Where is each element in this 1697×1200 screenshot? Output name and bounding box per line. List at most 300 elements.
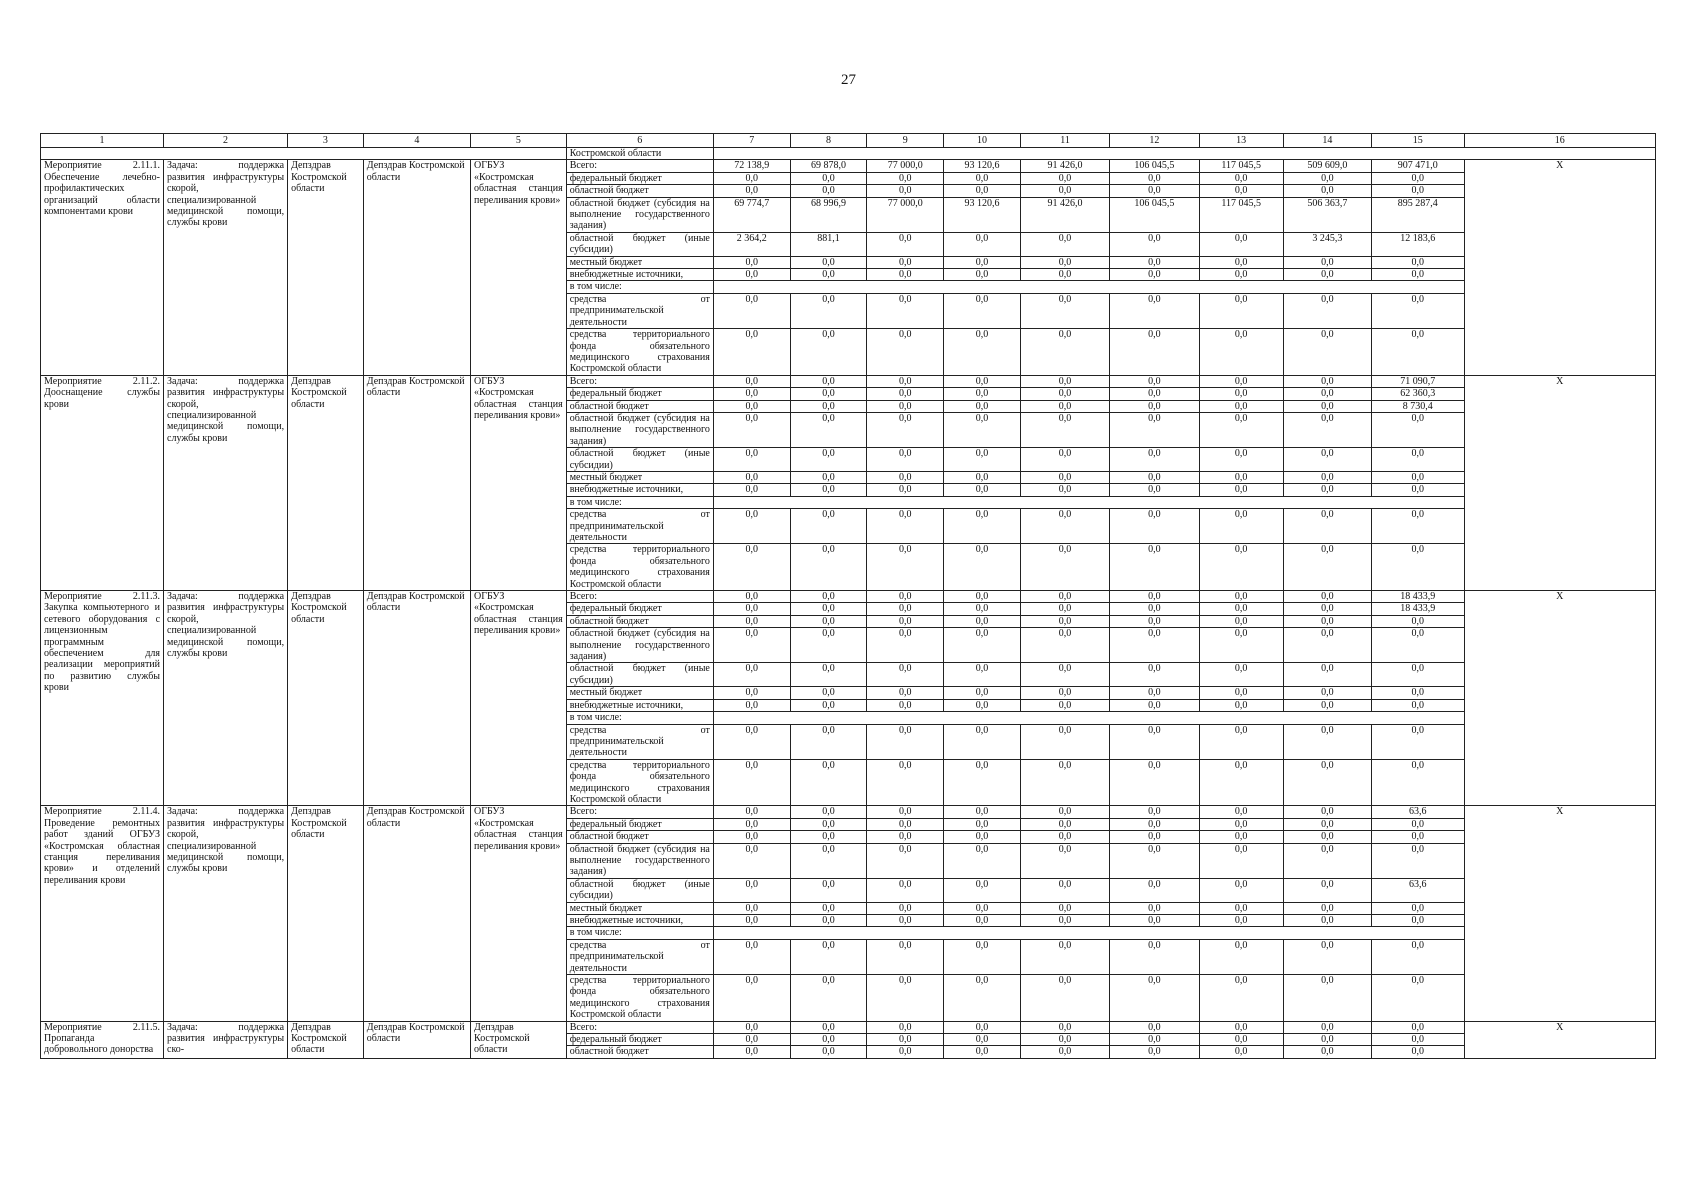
value-cell: 0,0 [867,687,944,699]
value-cell: 0,0 [867,256,944,268]
measure-title: Мероприятие 2.11.5. Пропаганда добровольного донорства [41,1021,164,1058]
value-cell: 0,0 [944,329,1021,376]
value-cell: 2 364,2 [713,232,790,256]
value-cell: 0,0 [944,902,1021,914]
measure-task: Задача: поддержка развития инфраструктуры скорой, специализированной медицинской помощи, службы крови [164,160,288,375]
value-cell: 0,0 [1283,185,1371,197]
value-cell: 0,0 [790,509,867,544]
value-cell: 0,0 [1283,687,1371,699]
value-cell: 0,0 [790,878,867,902]
value-cell: 0,0 [790,818,867,830]
value-cell: 0,0 [790,293,867,328]
source-label: местный бюджет [566,471,713,483]
value-cell: 0,0 [1283,663,1371,687]
value-cell: 0,0 [713,818,790,830]
value-cell: 0,0 [1283,591,1371,603]
value-cell: 0,0 [1283,293,1371,328]
value-cell: 0,0 [944,232,1021,256]
value-cell: 77 000,0 [867,197,944,232]
value-cell: 0,0 [1020,232,1109,256]
value-cell: 69 774,7 [713,197,790,232]
value-cell: 0,0 [1283,1021,1371,1033]
value-cell: 0,0 [1372,902,1465,914]
carryover-empty [41,148,567,160]
value-cell: 0,0 [1110,388,1199,400]
value-cell: 0,0 [1283,448,1371,472]
source-label: областной бюджет (иные субсидии) [566,448,713,472]
value-cell: 0,0 [713,975,790,1022]
value-cell: 0,0 [1020,806,1109,818]
value-cell: 0,0 [1283,831,1371,843]
value-cell: 0,0 [1372,628,1465,663]
value-cell: 0,0 [1372,448,1465,472]
value-cell: 0,0 [790,1034,867,1046]
column-number: 7 [713,134,790,148]
value-cell: 0,0 [867,293,944,328]
value-cell: 0,0 [790,1046,867,1058]
value-cell: 0,0 [790,185,867,197]
value-cell: 0,0 [867,329,944,376]
value-cell: 117 045,5 [1199,197,1283,232]
value-cell: 0,0 [713,471,790,483]
value-cell: 0,0 [1283,724,1371,759]
value-cell: 0,0 [713,448,790,472]
value-cell: 0,0 [1110,699,1199,711]
value-cell: 0,0 [944,172,1021,184]
value-cell: 0,0 [1283,400,1371,412]
source-label: областной бюджет (иные субсидии) [566,232,713,256]
value-cell: 0,0 [1199,628,1283,663]
value-cell: 0,0 [1372,329,1465,376]
value-cell: 0,0 [713,388,790,400]
source-label: в том числе: [566,496,713,508]
value-cell: 0,0 [1372,615,1465,627]
value-cell: 0,0 [867,509,944,544]
value-cell: 0,0 [790,915,867,927]
coordinator: Депздрав Костромской области [363,806,470,1021]
column-number: 14 [1283,134,1371,148]
source-label: в том числе: [566,281,713,293]
value-cell: 0,0 [1199,329,1283,376]
value-cell: 0,0 [1020,269,1109,281]
value-cell: 0,0 [790,843,867,878]
value-cell: 0,0 [1110,831,1199,843]
value-cell: 0,0 [1372,975,1465,1022]
value-cell: 0,0 [944,699,1021,711]
measure-task: Задача: поддержка развития инфраструктуры скорой, специализированной медицинской помощи, службы крови [164,375,288,590]
value-cell: 907 471,0 [1372,160,1465,172]
value-cell: 0,0 [1110,603,1199,615]
value-cell: 0,0 [1283,975,1371,1022]
source-row [41,160,1656,172]
source-label: областной бюджет (иные субсидии) [566,663,713,687]
value-cell: 0,0 [1199,687,1283,699]
value-cell: 0,0 [867,663,944,687]
source-label: внебюджетные источники, [566,699,713,711]
value-cell: 0,0 [1283,615,1371,627]
value-cell: 0,0 [1110,293,1199,328]
value-cell: 18 433,9 [1372,591,1465,603]
value-cell: 0,0 [944,293,1021,328]
value-cell: 0,0 [1199,400,1283,412]
value-cell: 0,0 [944,939,1021,974]
value-cell: 0,0 [1372,915,1465,927]
value-cell: 91 426,0 [1020,197,1109,232]
value-cell: 0,0 [1372,256,1465,268]
value-cell: 63,6 [1372,878,1465,902]
source-label: средства от предпринимательской деятельности [566,939,713,974]
value-cell: 0,0 [867,759,944,806]
value-cell: 0,0 [1199,388,1283,400]
value-cell: 0,0 [1110,878,1199,902]
source-label: местный бюджет [566,687,713,699]
value-cell: 0,0 [713,603,790,615]
value-cell: 0,0 [1283,699,1371,711]
value-cell: 0,0 [867,412,944,447]
value-cell: 0,0 [790,699,867,711]
source-label: средства от предпринимательской деятельности [566,724,713,759]
value-cell: 0,0 [944,843,1021,878]
value-cell: 0,0 [1020,388,1109,400]
value-cell: 0,0 [1020,400,1109,412]
source-label: местный бюджет [566,902,713,914]
value-cell: 0,0 [944,975,1021,1022]
value-cell: 881,1 [790,232,867,256]
participant: Депздрав Костромской области [471,1021,567,1058]
value-cell: 0,0 [790,544,867,591]
value-cell: 0,0 [867,388,944,400]
source-label: местный бюджет [566,256,713,268]
coordinator: Депздрав Костромской области [363,160,470,375]
value-cell: 0,0 [1283,843,1371,878]
value-cell: 0,0 [1372,1034,1465,1046]
value-cell: 0,0 [1110,902,1199,914]
value-cell: 0,0 [867,591,944,603]
value-cell: 0,0 [944,269,1021,281]
source-label: областной бюджет [566,831,713,843]
value-cell: 3 245,3 [1283,232,1371,256]
source-label: Всего: [566,591,713,603]
participant: ОГБУЗ «Костромская областная станция переливания крови» [471,591,567,806]
value-cell: 0,0 [944,818,1021,830]
source-label: внебюджетные источники, [566,915,713,927]
value-cell: 0,0 [713,831,790,843]
source-label: областной бюджет [566,185,713,197]
value-cell: 0,0 [790,329,867,376]
column-number: 1 [41,134,164,148]
value-cell: 0,0 [1020,509,1109,544]
value-cell: 0,0 [1020,471,1109,483]
source-label: федеральный бюджет [566,388,713,400]
source-row [41,591,1656,603]
source-label: областной бюджет (субсидия на выполнение государственного задания) [566,628,713,663]
value-cell: 0,0 [713,759,790,806]
value-cell: 0,0 [1020,329,1109,376]
value-cell: 0,0 [790,484,867,496]
column-number: 10 [944,134,1021,148]
value-cell: 0,0 [1372,185,1465,197]
value-cell: 0,0 [1110,400,1199,412]
measure-title: Мероприятие 2.11.1. Обеспечение лечебно-профилактических организаций области компонентами крови [41,160,164,375]
column-number-row [41,134,1656,148]
value-cell: 63,6 [1372,806,1465,818]
value-cell: 0,0 [1199,663,1283,687]
value-cell: 0,0 [1110,615,1199,627]
value-cell: 0,0 [1110,269,1199,281]
value-cell: 0,0 [1020,484,1109,496]
value-cell: 0,0 [1372,831,1465,843]
column-number: 12 [1110,134,1199,148]
carryover-empty [713,148,1655,160]
value-cell: 0,0 [1020,412,1109,447]
value-cell: 0,0 [1199,293,1283,328]
carryover-text: Костромской области [566,148,713,160]
value-cell: 0,0 [713,724,790,759]
value-cell: 0,0 [790,388,867,400]
value-cell: 0,0 [1199,915,1283,927]
value-cell: 0,0 [1110,484,1199,496]
responsible-executor: Депздрав Костромской области [288,806,364,1021]
indicator-mark: X [1464,806,1655,1021]
source-label: Всего: [566,160,713,172]
value-cell: 0,0 [1372,724,1465,759]
source-label: внебюджетные источники, [566,269,713,281]
value-cell: 0,0 [944,448,1021,472]
value-cell: 0,0 [713,544,790,591]
source-label: средства от предпринимательской деятельности [566,293,713,328]
measure-title: Мероприятие 2.11.4. Проведение ремонтных работ зданий ОГБУЗ «Костромская областная станция переливания крови» и отделений переливания крови [41,806,164,1021]
value-cell: 0,0 [1199,902,1283,914]
value-cell: 0,0 [1020,818,1109,830]
value-cell: 0,0 [1110,975,1199,1022]
value-cell: 0,0 [944,400,1021,412]
value-cell: 0,0 [1020,687,1109,699]
measure-title: Мероприятие 2.11.2. Дооснащение службы крови [41,375,164,590]
value-cell: 0,0 [790,375,867,387]
value-cell: 0,0 [1199,232,1283,256]
value-cell: 0,0 [713,615,790,627]
value-cell: 0,0 [1283,603,1371,615]
value-cell: 0,0 [867,471,944,483]
value-cell: 0,0 [1372,412,1465,447]
value-cell: 72 138,9 [713,160,790,172]
value-cell: 0,0 [713,915,790,927]
value-cell: 0,0 [1372,484,1465,496]
value-cell: 0,0 [713,806,790,818]
source-label: внебюджетные источники, [566,484,713,496]
value-cell: 0,0 [1199,975,1283,1022]
measure-task: Задача: поддержка развития инфраструктуры ско- [164,1021,288,1058]
value-cell: 0,0 [1283,544,1371,591]
column-number: 6 [566,134,713,148]
budget-table-sheet [40,133,1656,1059]
measure-title: Мероприятие 2.11.3. Закупка компьютерного и сетевого оборудования с лицензионным программным обеспечением для реализации мероприятий по развитию службы крови [41,591,164,806]
value-cell: 0,0 [1020,448,1109,472]
value-cell: 0,0 [867,172,944,184]
value-cell: 0,0 [867,902,944,914]
value-cell: 0,0 [867,878,944,902]
column-number: 11 [1020,134,1109,148]
value-cell: 0,0 [1020,699,1109,711]
value-cell: 0,0 [1110,687,1199,699]
column-number: 2 [164,134,288,148]
value-cell: 0,0 [1020,628,1109,663]
value-cell: 106 045,5 [1110,197,1199,232]
value-cell: 0,0 [1283,388,1371,400]
value-cell: 0,0 [1372,759,1465,806]
value-cell: 0,0 [713,269,790,281]
value-cell: 0,0 [790,172,867,184]
value-cell: 0,0 [713,412,790,447]
value-cell: 0,0 [1110,818,1199,830]
value-cell: 0,0 [1199,818,1283,830]
value-cell: 0,0 [1110,724,1199,759]
value-cell: 0,0 [1283,256,1371,268]
value-cell: 0,0 [944,591,1021,603]
value-cell: 0,0 [944,724,1021,759]
value-cell: 0,0 [1110,509,1199,544]
value-cell: 0,0 [867,975,944,1022]
value-cell: 0,0 [790,831,867,843]
value-cell: 0,0 [790,400,867,412]
value-cell: 0,0 [790,591,867,603]
value-cell: 0,0 [867,544,944,591]
value-cell: 0,0 [790,448,867,472]
value-cell: 0,0 [713,1021,790,1033]
responsible-executor: Депздрав Костромской области [288,1021,364,1058]
value-cell: 18 433,9 [1372,603,1465,615]
value-cell: 0,0 [1372,1046,1465,1058]
value-cell: 0,0 [1020,939,1109,974]
value-cell: 0,0 [944,375,1021,387]
value-cell: 0,0 [867,232,944,256]
value-cell: 0,0 [944,388,1021,400]
value-cell: 0,0 [1199,256,1283,268]
value-cell: 0,0 [867,400,944,412]
participant: ОГБУЗ «Костромская областная станция переливания крови» [471,160,567,375]
value-cell: 0,0 [1020,293,1109,328]
source-label: средства территориального фонда обязательного медицинского страхования Костромской области [566,544,713,591]
value-cell: 0,0 [867,448,944,472]
value-cell: 0,0 [867,939,944,974]
value-cell: 0,0 [1199,448,1283,472]
column-number: 8 [790,134,867,148]
source-label: федеральный бюджет [566,172,713,184]
value-cell: 0,0 [1199,603,1283,615]
value-cell: 0,0 [1020,724,1109,759]
value-cell: 0,0 [790,615,867,627]
value-cell: 0,0 [867,1021,944,1033]
value-cell: 0,0 [1372,939,1465,974]
value-cell: 0,0 [1020,915,1109,927]
value-cell: 0,0 [1372,269,1465,281]
value-cell: 0,0 [867,603,944,615]
value-cell: 0,0 [713,400,790,412]
value-cell: 0,0 [713,663,790,687]
value-cell: 0,0 [944,628,1021,663]
source-label: областной бюджет [566,400,713,412]
value-cell: 0,0 [1199,1021,1283,1033]
indicator-mark: X [1464,591,1655,806]
value-cell: 0,0 [1020,831,1109,843]
value-cell: 0,0 [1372,172,1465,184]
value-cell: 0,0 [1020,759,1109,806]
source-label: областной бюджет (субсидия на выполнение государственного задания) [566,412,713,447]
participant: ОГБУЗ «Костромская областная станция переливания крови» [471,375,567,590]
value-cell: 0,0 [790,256,867,268]
value-cell: 0,0 [1110,448,1199,472]
value-cell: 0,0 [944,615,1021,627]
participant: ОГБУЗ «Костромская областная станция переливания крови» [471,806,567,1021]
measure-task: Задача: поддержка развития инфраструктуры скорой, специализированной медицинской помощи, службы крови [164,591,288,806]
value-cell: 0,0 [867,831,944,843]
value-cell: 0,0 [1110,544,1199,591]
value-cell: 0,0 [944,806,1021,818]
value-cell: 0,0 [867,628,944,663]
value-cell: 0,0 [1199,375,1283,387]
value-cell: 0,0 [1283,329,1371,376]
budget-table [40,133,1656,1059]
value-cell: 0,0 [944,412,1021,447]
responsible-executor: Депздрав Костромской области [288,591,364,806]
value-cell: 0,0 [1372,663,1465,687]
value-cell: 0,0 [713,687,790,699]
value-cell: 0,0 [1110,939,1199,974]
value-cell: 0,0 [867,269,944,281]
source-label: средства от предпринимательской деятельности [566,509,713,544]
value-cell: 0,0 [1199,615,1283,627]
value-cell: 0,0 [713,293,790,328]
value-cell: 0,0 [1283,1034,1371,1046]
value-cell: 0,0 [1283,412,1371,447]
source-row [41,375,1656,387]
value-cell: 0,0 [1020,1021,1109,1033]
page-number: 27 [841,72,856,88]
value-cell: 0,0 [944,256,1021,268]
value-cell: 106 045,5 [1110,160,1199,172]
value-cell: 0,0 [944,878,1021,902]
value-cell: 0,0 [944,1034,1021,1046]
source-label: Всего: [566,375,713,387]
value-cell: 0,0 [867,185,944,197]
value-cell: 93 120,6 [944,197,1021,232]
value-cell: 0,0 [944,663,1021,687]
value-cell: 0,0 [1110,806,1199,818]
value-cell: 0,0 [1283,269,1371,281]
value-cell: 0,0 [944,915,1021,927]
value-cell: 0,0 [1372,699,1465,711]
value-cell: 0,0 [713,1046,790,1058]
value-cell: 0,0 [1020,1034,1109,1046]
value-cell: 69 878,0 [790,160,867,172]
value-cell: 0,0 [1110,232,1199,256]
coordinator: Депздрав Костромской области [363,1021,470,1058]
value-cell: 93 120,6 [944,160,1021,172]
column-number: 3 [288,134,364,148]
source-label: в том числе: [566,927,713,939]
value-cell: 0,0 [944,484,1021,496]
value-cell: 0,0 [1199,509,1283,544]
value-cell: 0,0 [1020,902,1109,914]
source-label: областной бюджет (субсидия на выполнение государственного задания) [566,843,713,878]
value-cell: 68 996,9 [790,197,867,232]
value-cell: 0,0 [790,663,867,687]
value-cell: 0,0 [1283,902,1371,914]
value-cell: 0,0 [1110,843,1199,878]
span-empty [713,281,1464,293]
value-cell: 0,0 [867,615,944,627]
source-label: федеральный бюджет [566,1034,713,1046]
